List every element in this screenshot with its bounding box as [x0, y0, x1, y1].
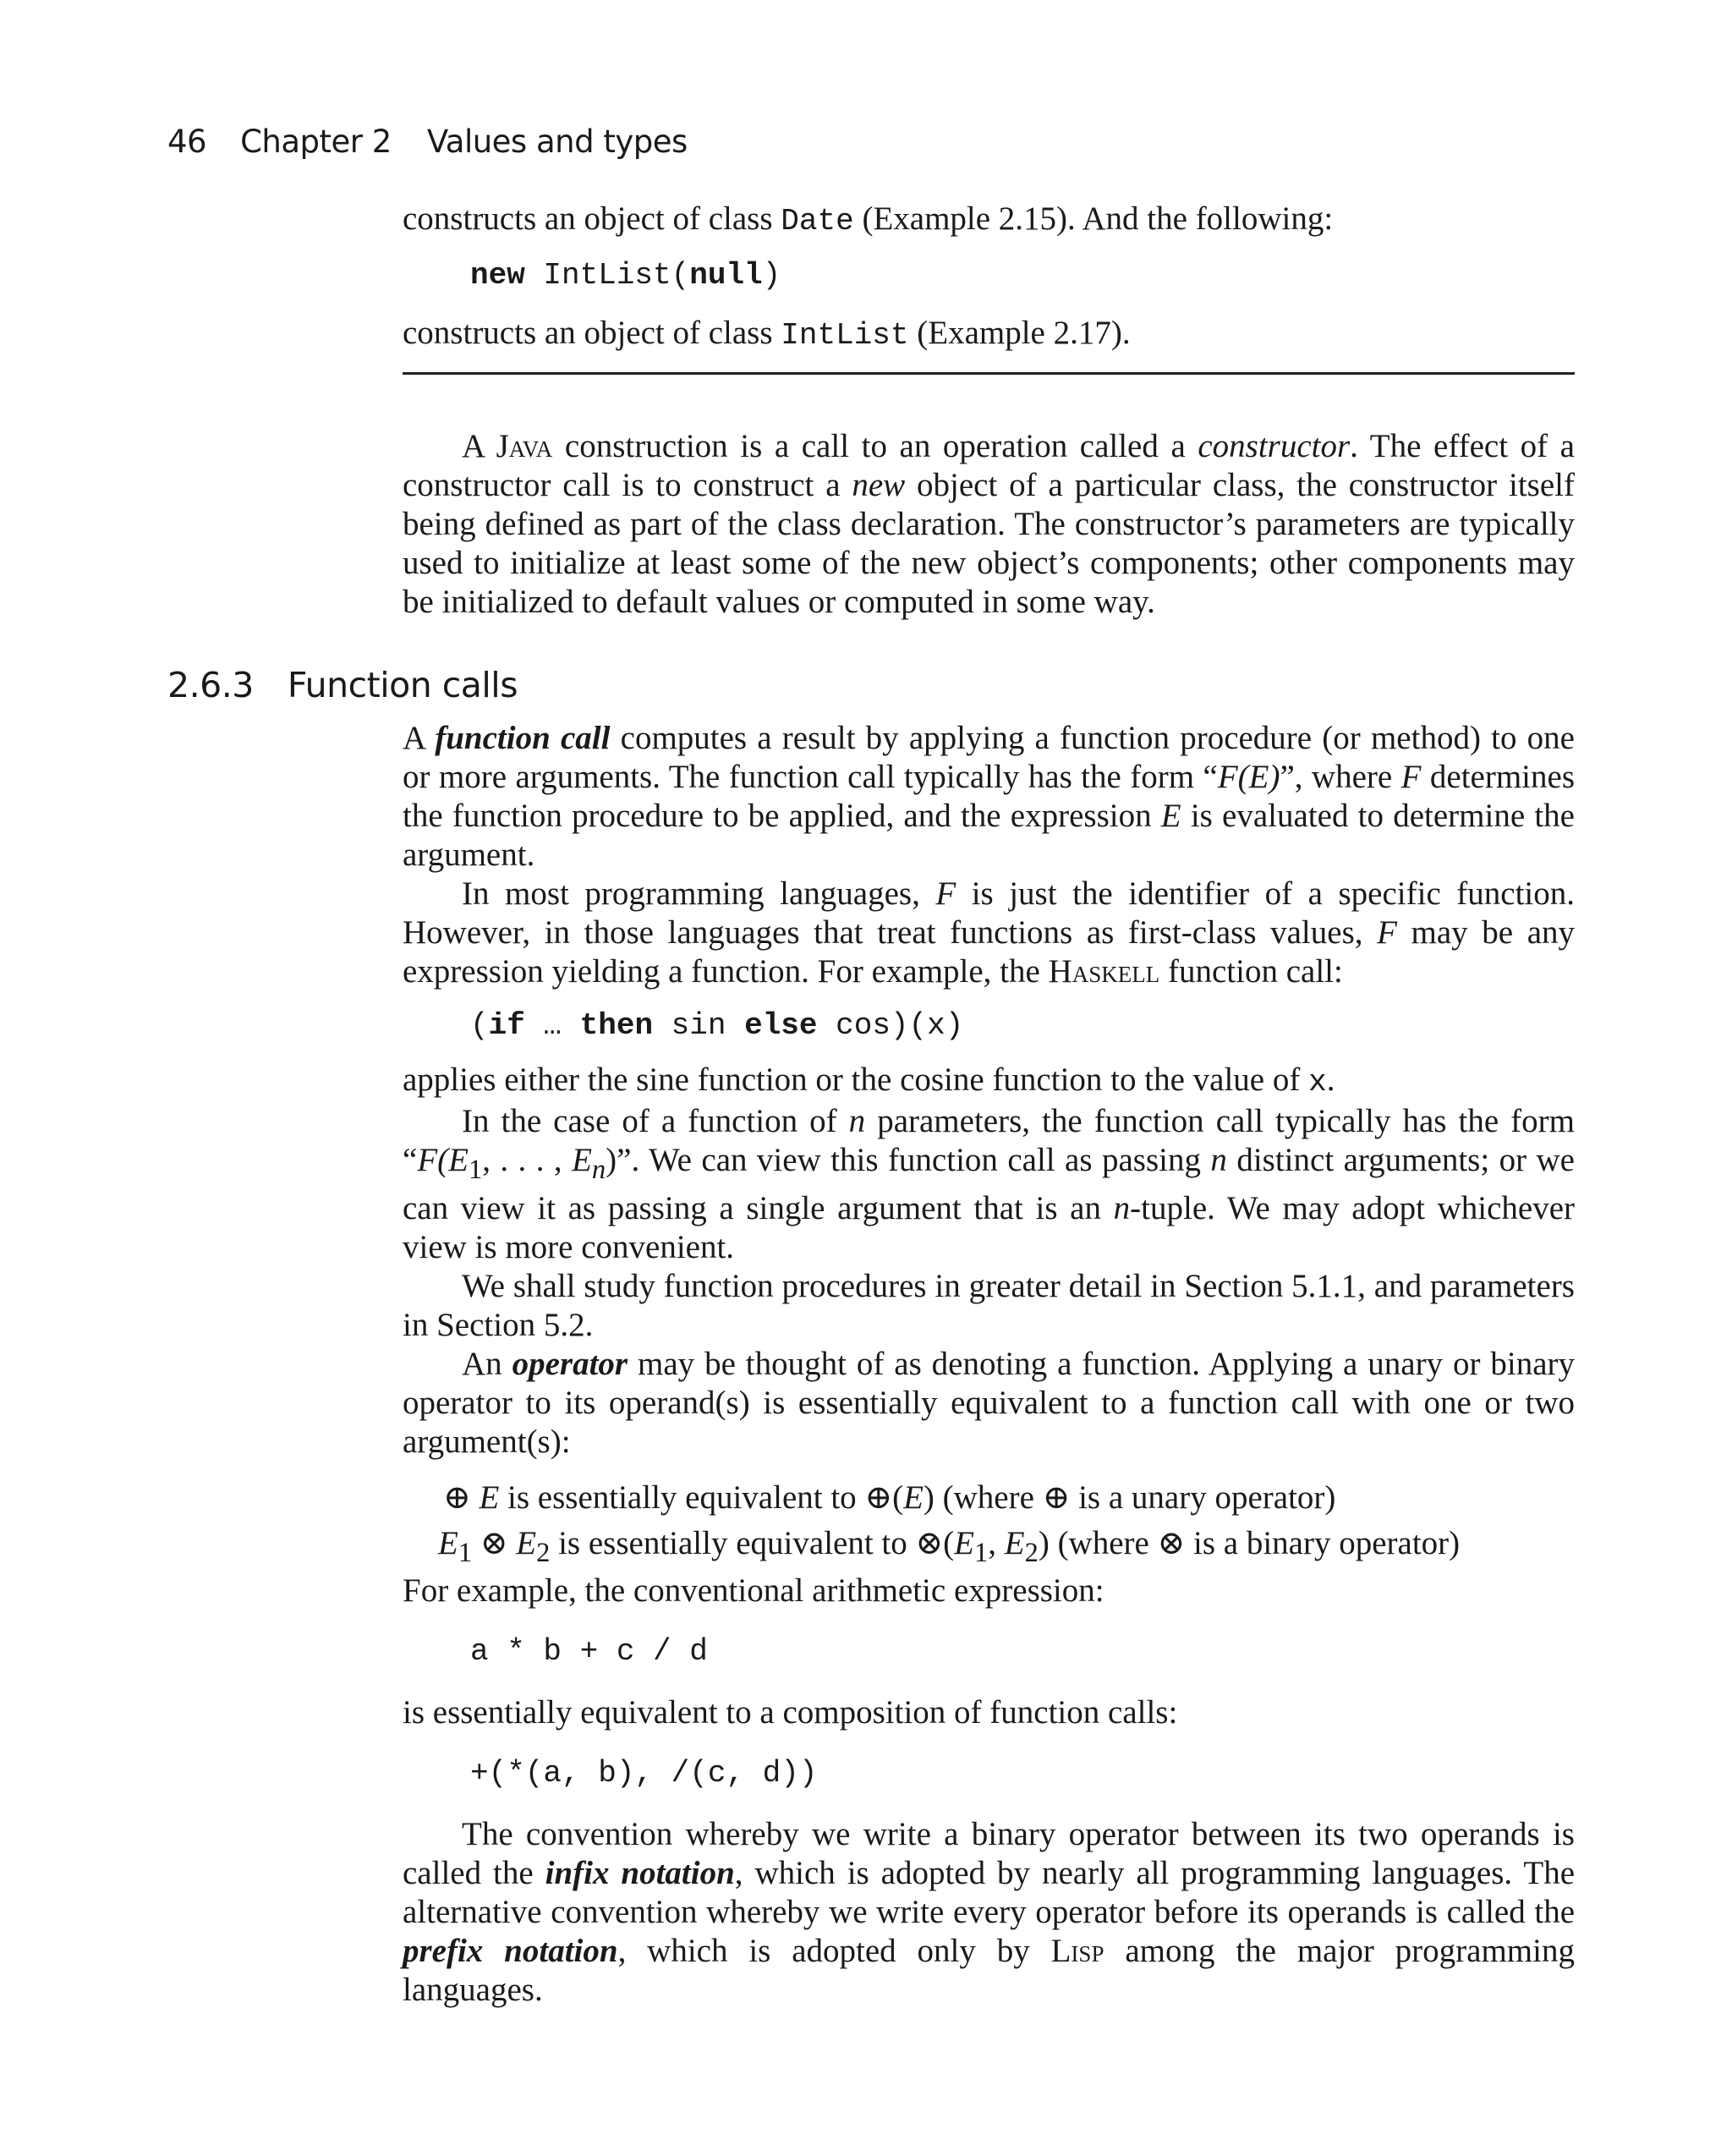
paragraph-operator: An operator may be thought of as denoting a function. Applying a unary or binary operator to its operand(s) is essentially equivalent to a function call with one or two argument(s):	[403, 1345, 1575, 1460]
code-haskell-call: (if … then sin else cos)(x)	[470, 1008, 964, 1043]
paragraph-sine-cosine: applies either the sine function or the cosine function to the value of x.	[403, 1062, 1335, 1100]
page-number: 46	[167, 123, 207, 160]
code-intlist: IntList	[781, 318, 909, 353]
equivalence-binary: $E_1$ ⊗ $E_2$ is essentially equivalent to $\otimes(E_1$, $E_2$) (where ⊗ is a binary operator)	[438, 1525, 1461, 1568]
paragraph-n-parameters: In the case of a function of n parameters, the function call typically has the form “$F(E_1$, . . . , $E_n$)”. We can view this function call as passing n distinct arguments; or we can view it as passing a single argument that is an n-tuple. We may adopt whichever view is more convenient.	[403, 1103, 1575, 1265]
section-number: 2.6.3	[167, 665, 254, 705]
section-body	[403, 719, 1575, 1462]
paragraph-composition-intro: is essentially equivalent to a composition of function calls:	[403, 1694, 1178, 1731]
equivalence-unary: ⊕ E is essentially equivalent to ⊕(E) (where ⊕ is a unary operator)	[443, 1479, 1336, 1516]
code-prefix-expression: +(*(a, b), /(c, d))	[470, 1756, 818, 1791]
construction-paragraph-block	[403, 427, 1575, 622]
section-heading	[167, 660, 1605, 710]
paragraph-section-refs: We shall study function procedures in greater detail in Section 5.1.1, and parameters in Section 5.2.	[403, 1267, 1575, 1343]
section-title: Function calls	[287, 665, 518, 705]
construction-paragraph: A Java construction is a call to an operation called a constructor. The effect of a constructor call is to construct a new object of a particular class, the constructor itself being defined as part of the class declaration. The constructor’s parameters are typically used to initialize at least some of the new object’s components; other components may be initialized to default values or computed in some way.	[403, 428, 1575, 620]
chapter-title: Values and types	[426, 123, 688, 160]
running-head	[167, 117, 1605, 167]
code-date: Date	[781, 204, 854, 239]
example-line-intlist: constructs an object of class IntList (Example 2.17).	[403, 315, 1131, 353]
paragraph-function-call-def: A function call computes a result by applying a function procedure (or method) to one or more arguments. The function call typically has the form “F(E)”, where F determines the function procedure to be applied, and the expression E is evaluated to determine the argument.	[403, 720, 1575, 873]
paragraph-arith-intro: For example, the conventional arithmetic expression:	[403, 1572, 1104, 1609]
section-body-continued	[403, 1572, 1575, 2010]
chapter-label: Chapter 2	[240, 123, 392, 160]
code-new-intlist: new IntList(null)	[470, 258, 781, 293]
example-end	[403, 200, 1575, 355]
paragraph-notation: The convention whereby we write a binary operator between its two operands is called the infix notation, which is adopted by nearly all programming languages. The alternative convention whereby we write every operator before its operands is called the prefix notation, which is adopted only by Lisp among the major programming languages.	[403, 1816, 1576, 2008]
paragraph-first-class: In most programming languages, F is just the identifier of a specific function. However, in those languages that treat functions as first-class values, F may be any expression yielding a function. For example, the Haskell function call:	[403, 875, 1575, 990]
example-line-date: constructs an object of class Date (Example 2.15). And the following:	[403, 200, 1334, 239]
example-end-rule	[403, 372, 1575, 375]
code-arith-expression: a * b + c / d	[470, 1634, 708, 1669]
